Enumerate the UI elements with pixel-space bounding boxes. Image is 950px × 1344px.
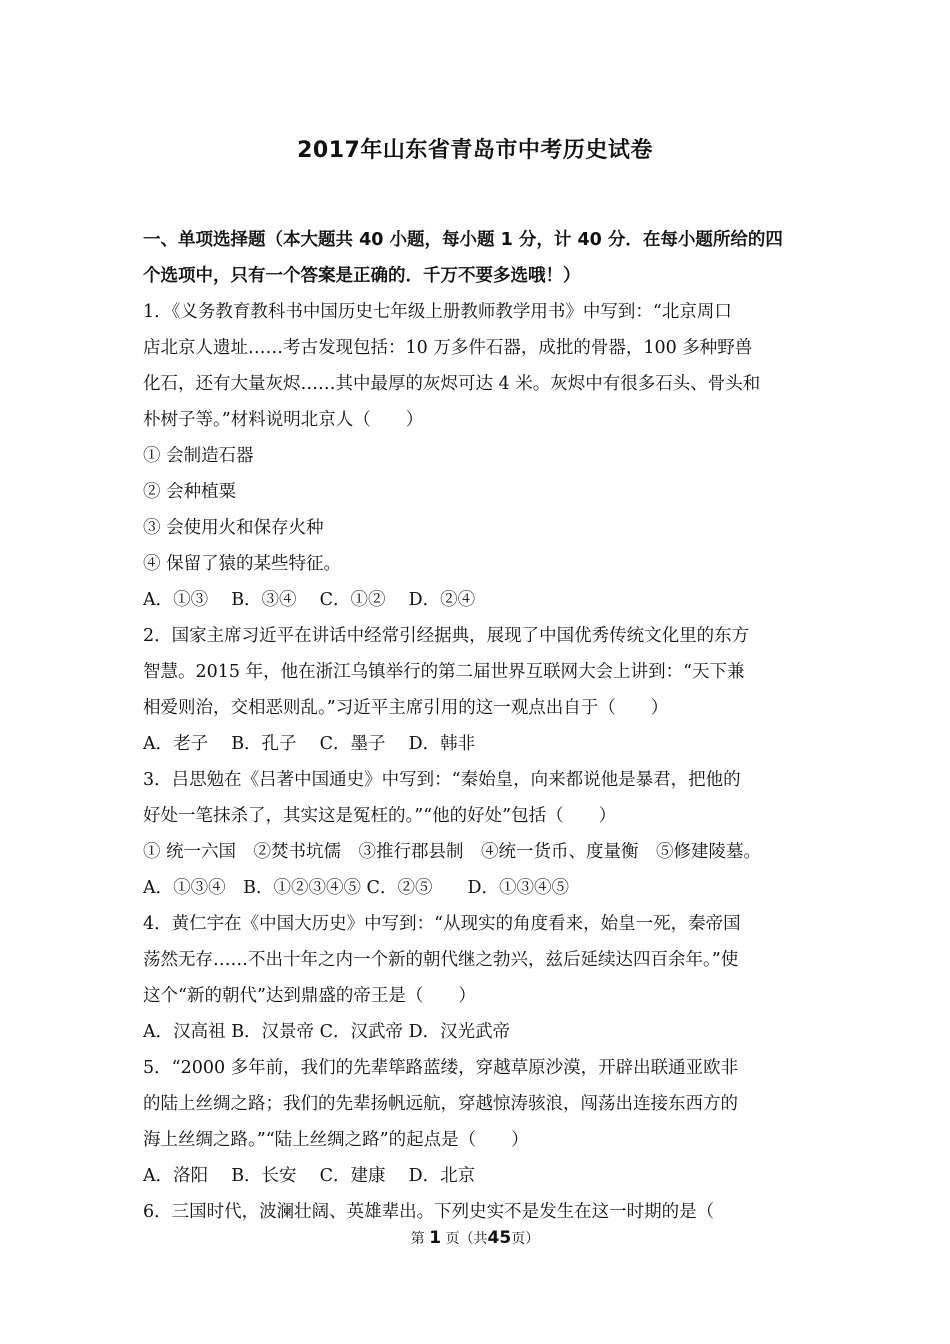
question-6-line-1: 6．三国时代，波澜壮阔、英雄辈出。下列史实不是发生在这一时期的是（	[143, 1202, 715, 1222]
question-3-line-1: 3．吕思勉在《吕著中国通史》中写到：“秦始皇，向来都说他是暴君，把他的	[143, 770, 741, 790]
question-3-items: ① 统一六国 ②焚书坑儒 ③推行郡县制 ④统一货币、度量衡 ⑤修建陵墓。	[143, 842, 762, 862]
question-1-line-4: 朴树子等。”材料说明北京人（ ）	[143, 410, 424, 430]
question-1-item-3: ③ 会使用火和保存火种	[143, 518, 324, 538]
footer-total-pages: 45	[487, 1228, 512, 1248]
question-1-item-1: ① 会制造石器	[143, 446, 254, 466]
question-1-options: A．①③ B．③④ C．①② D．②④	[143, 590, 476, 610]
question-2-line-2: 智慧。2015 年，他在浙江乌镇举行的第二届世界互联网大会上讲到：“天下兼	[143, 662, 745, 682]
question-1-item-2: ② 会种植粟	[143, 482, 237, 502]
footer-prefix: 第	[410, 1231, 425, 1247]
question-5-line-1: 5．“2000 多年前，我们的先辈筚路蓝缕，穿越草原沙漠，开辟出联通亚欧非	[143, 1058, 739, 1078]
footer-suffix: 页）	[511, 1231, 540, 1247]
question-3-line-2: 好处一笔抹杀了，其实这是冤枉的。”“他的好处”包括（ ）	[143, 806, 617, 826]
question-1-item-4: ④ 保留了猿的某些特征。	[143, 554, 342, 574]
question-4-line-3: 这个“新的朝代”达到鼎盛的帝王是（ ）	[143, 986, 476, 1006]
question-5-options: A．洛阳 B．长安 C．建康 D．北京	[143, 1166, 476, 1186]
question-2-options: A．老子 B．孔子 C．墨子 D．韩非	[143, 734, 476, 754]
question-5-line-2: 的陆上丝绸之路；我们的先辈扬帆远航，穿越惊涛骇浪，闯荡出连接东西方的	[143, 1094, 738, 1114]
question-1-line-3: 化石，还有大量灰烬……其中最厚的灰烬可达 4 米。灰烬中有很多石头、骨头和	[143, 374, 761, 394]
question-2-line-3: 相爱则治，交相恶则乱。”习近平主席引用的这一观点出自于（ ）	[143, 698, 669, 718]
question-1-line-2: 店北京人遗址……考古发现包括：10 万多件石器，成批的骨器，100 多种野兽	[143, 338, 753, 358]
question-3-options: A．①③④ B．①②③④⑤ C．②⑤ D．①③④⑤	[143, 878, 569, 898]
section-header-line-1: 一、单项选择题（本大题共 40 小题，每小题 1 分，计 40 分．在每小题所给的四	[143, 230, 783, 250]
question-2-line-1: 2．国家主席习近平在讲话中经常引经据典，展现了中国优秀传统文化里的东方	[143, 626, 750, 646]
question-4-line-2: 荡然无存……不出十年之内一个新的朝代继之勃兴，兹后延续达四百余年。”使	[143, 950, 739, 970]
footer-middle: 页（共	[445, 1231, 488, 1247]
section-header-line-2: 个选项中，只有一个答案是正确的．千万不要多选哦！）	[143, 266, 581, 286]
footer-page-number: 1	[429, 1228, 442, 1248]
question-4-options: A．汉高祖 B．汉景帝 C．汉武帝 D．汉光武帝	[143, 1022, 511, 1042]
page-title: 2017年山东省青岛市中考历史试卷	[297, 138, 653, 163]
exam-content	[143, 222, 815, 1230]
question-4-line-1: 4．黄仁宇在《中国大历史》中写到：“从现实的角度看来，始皇一死，秦帝国	[143, 914, 741, 934]
question-5-line-3: 海上丝绸之路。”“陆上丝绸之路”的起点是（ ）	[143, 1130, 529, 1150]
page-footer	[0, 1228, 950, 1248]
question-1-line-1: 1．《义务教育教科书中国历史七年级上册教师教学用书》中写到：“北京周口	[143, 302, 732, 322]
